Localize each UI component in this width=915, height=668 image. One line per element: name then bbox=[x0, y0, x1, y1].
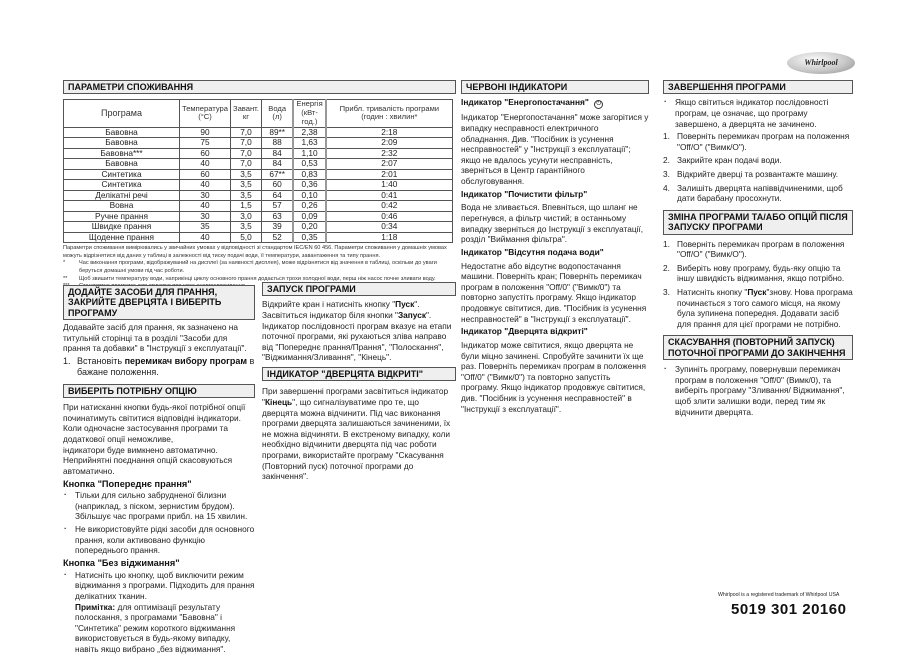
cell-load: 7,0 bbox=[231, 148, 262, 159]
cell-energy: 0,53 bbox=[293, 159, 325, 170]
finish-title: ЗАВЕРШЕННЯ ПРОГРАМИ bbox=[663, 80, 853, 94]
cell-program: Делікатні речі bbox=[64, 190, 180, 201]
cell-load: 3,5 bbox=[231, 169, 262, 180]
list-item: · Натисніть цю кнопку, щоб виключити режим віджимання з програми. Підходить для прання делікатних тканин. Примітка: для оптимізації результату полоскання, з програмами "Бавовна" і "Синтетика" режим короткого віджимання використовується в будь-якому випадку, навіть якщо вибрано „без віджимання". bbox=[63, 570, 255, 655]
table-row bbox=[64, 190, 453, 201]
select-option-title: ВИБЕРІТЬ ПОТРІБНУ ОПЦІЮ bbox=[63, 384, 255, 398]
col-duration: Прибл. тривалість програми (годин : хвилин* bbox=[326, 100, 453, 127]
table-row bbox=[64, 232, 453, 243]
door-open-indicator-text: Індикатор може світитися, якщо дверцята не були міцно зачинені. Спробуйте зачинити їх ще раз. Поверніть перемикач програм в положення "Off/0" ("Вимк/0") та повторно запустіть програму. Якщо індикатор продовжує світитися, див. "Посібник із усунення несправностей" в "Інструкції з експлуатації". bbox=[461, 339, 646, 414]
cell-duration: 0:42 bbox=[326, 201, 453, 212]
cell-load: 1,5 bbox=[231, 201, 262, 212]
start-title: ЗАПУСК ПРОГРАМИ bbox=[262, 282, 456, 296]
cell-temperature: 40 bbox=[180, 201, 231, 212]
cell-temperature: 40 bbox=[180, 232, 231, 243]
cell-water: 39 bbox=[261, 222, 293, 233]
cell-load: 3,5 bbox=[231, 222, 262, 233]
cell-energy: 0,83 bbox=[293, 169, 325, 180]
col-energy: Енергія (кВт- год.) bbox=[293, 100, 325, 127]
cell-energy: 0,20 bbox=[293, 222, 325, 233]
change-title: ЗМІНА ПРОГРАМИ ТА/АБО ОПЦІЙ ПІСЛЯ ЗАПУСКУ ПРОГРАМИ bbox=[663, 210, 853, 235]
finish-bullets bbox=[663, 97, 853, 129]
list-item: · Не використовуйте рідкі засоби для основного прання, коли активовано функцію попереднього прання. bbox=[63, 524, 255, 556]
red-indicators-title: ЧЕРВОНІ ІНДИКАТОРИ bbox=[461, 80, 649, 94]
cell-duration: 1:18 bbox=[326, 232, 453, 243]
column-1 bbox=[63, 285, 255, 657]
power-indicator-title: Індикатор "Енергопостачання" ⏻ bbox=[461, 97, 649, 109]
filter-indicator-title: Індикатор "Почистити фільтр" bbox=[461, 188, 588, 199]
col-water: Вода (л) bbox=[261, 100, 293, 127]
table-row bbox=[64, 127, 453, 138]
cell-program: Синтетика bbox=[64, 180, 180, 191]
consumption-title: ПАРАМЕТРИ СПОЖИВАННЯ bbox=[63, 80, 456, 94]
document-code: 5019 301 20160 bbox=[731, 601, 847, 618]
list-item: · Зупиніть програму, повернувши перемикач програм в положення "Off/0" (Вимк/0), та виберіть програму "Зливання/ Віджимання", щоб злити залишки води, перед тим як відчинити дверцята. bbox=[663, 364, 853, 417]
finish-steps bbox=[663, 131, 853, 204]
prewash-title: Кнопка "Попереднє прання" bbox=[63, 478, 192, 489]
cell-water: 88 bbox=[261, 138, 293, 149]
cell-water: 63 bbox=[261, 211, 293, 222]
cell-temperature: 75 bbox=[180, 138, 231, 149]
cell-energy: 0,36 bbox=[293, 180, 325, 191]
column-3 bbox=[461, 80, 649, 416]
cell-temperature: 60 bbox=[180, 148, 231, 159]
column-2 bbox=[262, 282, 456, 484]
cell-load: 3,5 bbox=[231, 190, 262, 201]
table-row bbox=[64, 180, 453, 191]
cell-program: Синтетика bbox=[64, 169, 180, 180]
table-row bbox=[64, 148, 453, 159]
cell-duration: 1:40 bbox=[326, 180, 453, 191]
cell-energy: 1,63 bbox=[293, 138, 325, 149]
nospin-title: Кнопка "Без віджимання" bbox=[63, 557, 180, 568]
note-2: ** Щоб звишити температуру води, наприкінці циклу основного прання додається трохи холодної води, перш ніж насос почне зливати воду. bbox=[63, 275, 436, 282]
cell-temperature: 40 bbox=[180, 159, 231, 170]
cell-water: 67** bbox=[261, 169, 293, 180]
whirlpool-logo bbox=[787, 52, 855, 74]
cell-energy: 0,09 bbox=[293, 211, 325, 222]
cell-energy: 2,38 bbox=[293, 127, 325, 138]
cell-water: 84 bbox=[261, 148, 293, 159]
list-item: 1. Поверніть перемикач програм в положення "Off/O" ("Вимк/O"). bbox=[663, 238, 845, 260]
cell-water: 89** bbox=[261, 127, 293, 138]
prewash-list bbox=[63, 490, 255, 556]
cell-duration: 2:18 bbox=[326, 127, 453, 138]
add-detergent-title: ДОДАЙТЕ ЗАСОБИ ДЛЯ ПРАННЯ, ЗАКРИЙТЕ ДВЕРЦЯТА І ВИБЕРІТЬ ПРОГРАМУ bbox=[63, 285, 255, 320]
cell-energy: 0,10 bbox=[293, 190, 325, 201]
power-indicator-text: Індикатор "Енергопостачання" може загорітися у випадку несправності електричного обладнання. Див. "Посібник із усунення несправностей" у "Інструкції з експлуатації"; якщо не вдалось усунути несправність, зверніться в Центр гарантійного обслуговування. bbox=[461, 112, 649, 186]
cell-temperature: 30 bbox=[180, 190, 231, 201]
add-detergent-steps bbox=[63, 356, 255, 379]
table-row bbox=[64, 211, 453, 222]
list-item: 1. Встановіть перемикач вибору програм в бажане положення. bbox=[63, 355, 255, 378]
power-symbol-icon: ⏻ bbox=[594, 100, 603, 109]
cell-load: 7,0 bbox=[231, 127, 262, 138]
cell-program: Бавовна bbox=[64, 138, 180, 149]
cancel-bullets bbox=[663, 364, 853, 417]
cell-program: Швидке прання bbox=[64, 222, 180, 233]
list-item: 2. Закрийте кран подачі води. bbox=[663, 155, 782, 166]
add-detergent-text: Додавайте засіб для прання, як зазначено на титульній сторінці та в розділі "Засоби для прання та добавки" в "Інструкції з експлуатації". bbox=[63, 322, 247, 354]
table-row bbox=[64, 201, 453, 212]
cell-energy: 0,26 bbox=[293, 201, 325, 212]
cell-program: Бавовна bbox=[64, 159, 180, 170]
list-item: · Якщо світиться індикатор послідовності програм, це означає, що програму завершено, а дверцята не зачинено. bbox=[663, 97, 853, 129]
logo-text: Whirlpool bbox=[804, 57, 838, 67]
cell-water: 64 bbox=[261, 190, 293, 201]
door-indicator-text: При завершенні програми засвітиться індикатор "Кінець", що сигналізуватиме про те, що дверцята можна відчинити. Під час виконання програми дверцята залишаються зачиненими, їх не можна відчиняти. В екстреному випадку, коли необхідно відчинити дверцята під час роботи програми, використайте програму "Скасування (Повторний пуск) поточної програми до закінчення". bbox=[262, 386, 451, 482]
cell-duration: 0:46 bbox=[326, 211, 453, 222]
cell-load: 7,0 bbox=[231, 138, 262, 149]
water-indicator-text: Недостатнє або відсутнє водопостачання машини. Поверніть кран; Поверніть перемикач програм в положення "Off/0" ("Вимк/0") та повторно запустіть програму. Якщо індикатор продовжує світитися, див. "Посібник із усунення несправностей" в "Інструкції з експлуатації". bbox=[461, 260, 647, 324]
list-item: 4. Залишіть дверцята напіввідчиненими, щоб дати барабану просохнути. bbox=[663, 182, 843, 204]
cell-program: Щоденне прання bbox=[64, 232, 180, 243]
cell-energy: 0,35 bbox=[293, 232, 325, 243]
door-indicator-title: ІНДИКАТОР "ДВЕРЦЯТА ВІДКРИТІ" bbox=[262, 367, 456, 381]
cell-duration: 0:34 bbox=[326, 222, 453, 233]
consumption-table bbox=[63, 99, 453, 243]
nospin-list bbox=[63, 570, 255, 655]
cell-program: Ручне прання bbox=[64, 211, 180, 222]
cell-duration: 2:07 bbox=[326, 159, 453, 170]
cell-duration: 2:01 bbox=[326, 169, 453, 180]
door-open-indicator-title: Індикатор "Дверцята відкриті" bbox=[461, 326, 588, 337]
table-row bbox=[64, 138, 453, 149]
cancel-title: СКАСУВАННЯ (ПОВТОРНИЙ ЗАПУСК) ПОТОЧНОЇ ПРОГРАМИ ДО ЗАКІНЧЕННЯ bbox=[663, 335, 853, 360]
cell-load: 3,5 bbox=[231, 180, 262, 191]
cell-temperature: 30 bbox=[180, 211, 231, 222]
cell-load: 7,0 bbox=[231, 159, 262, 170]
water-indicator-title: Індикатор "Відсутня подача води" bbox=[461, 246, 604, 257]
cell-load: 5,0 bbox=[231, 232, 262, 243]
list-item: 1. Поверніть перемикач програм на положення "Off/O" ("Вимк/O"). bbox=[663, 131, 850, 152]
note-main: Параметри споживання вимірювались у звичайних умовах у відповідності зі стандартом IEC/EN 60 456. Параметри споживання у домашніх умовах можуть відрізнятися від даних у таблиці в залежності від тиску подачі води, її температури, завантаження та типу прання. bbox=[63, 245, 447, 259]
cell-water: 60 bbox=[261, 180, 293, 191]
cell-duration: 2:09 bbox=[326, 138, 453, 149]
cell-water: 57 bbox=[261, 201, 293, 212]
cell-water: 84 bbox=[261, 159, 293, 170]
select-option-text-1: При натисканні кнопки будь-якої потрібної опції починатимуть світитися відповідні індикатори. Коли одночасне застосування програми та додаткової опції неможливе, bbox=[63, 402, 246, 445]
start-text: Відкрийте кран і натисніть кнопку "Пуск". Засвітиться індикатор біля кнопки "Запуск". Індикатор послідовності програм вказує на етапи поточної програми, які рухаються зліва направо від "Попереднє прання/Прання", "Полоскання", "Віджимання/Зливання", "Кінець". bbox=[262, 299, 452, 363]
trademark-note: Whirlpool is a registered trademark of Whirlpool USA bbox=[718, 592, 840, 598]
cell-program: Бавовна*** bbox=[64, 148, 180, 159]
cell-temperature: 35 bbox=[180, 222, 231, 233]
cell-temperature: 40 bbox=[180, 180, 231, 191]
table-row bbox=[64, 159, 453, 170]
cell-load: 3,0 bbox=[231, 211, 262, 222]
col-temperature: Температура (°C) bbox=[180, 100, 231, 127]
col-load: Завант. кг bbox=[231, 100, 262, 127]
table-header-row bbox=[64, 100, 453, 127]
list-item: 3. Відкрийте дверці та розвантажте машину. bbox=[663, 169, 839, 179]
cell-temperature: 60 bbox=[180, 169, 231, 180]
cell-program: Вовна bbox=[64, 201, 180, 212]
list-item: 2. Виберіть нову програму, будь-яку опцію та іншу швидкість віджимання, якщо потрібно. bbox=[663, 262, 845, 284]
select-option-text-2: індикатори буде вимкнено автоматично. Неприйнятні поєднання опцій скасовуються автоматично. bbox=[63, 444, 233, 476]
table-row bbox=[64, 169, 453, 180]
note-1: * Час виконання програми, відображуваний на дисплеї (за наявності дисплея), може відрізнятися від значення в таблиці, оскільки до уваги беруться домашні умови під час роботи. bbox=[63, 260, 437, 274]
cell-program: Бавовна bbox=[64, 127, 180, 138]
table-row bbox=[64, 222, 453, 233]
cell-energy: 1,10 bbox=[293, 148, 325, 159]
col-program: Програма bbox=[64, 100, 180, 127]
change-steps bbox=[663, 239, 853, 330]
column-4 bbox=[663, 80, 853, 419]
filter-indicator-text: Вода не зливається. Впевніться, що шланг не перегнувся, а фільтр чистий; в останньому випадку зверніться до Інструкції з експлуатації, розділ "Виймання фільтра". bbox=[461, 202, 644, 245]
consumption-section bbox=[63, 80, 456, 291]
cell-duration: 2:32 bbox=[326, 148, 453, 159]
cell-temperature: 90 bbox=[180, 127, 231, 138]
list-item: · Тільки для сильно забрудненої білизни (наприклад, з піском, зернистим брудом). Збільшує час програми прибл. на 15 хвилин. bbox=[63, 490, 255, 522]
list-item: 3. Натисніть кнопку "Пуск"знову. Нова програма починається з того самого місця, на якому була зупинена попередня. Додавати засіб для прання для цієї програми не потрібно. bbox=[663, 286, 853, 329]
cell-water: 52 bbox=[261, 232, 293, 243]
cell-duration: 0:41 bbox=[326, 190, 453, 201]
